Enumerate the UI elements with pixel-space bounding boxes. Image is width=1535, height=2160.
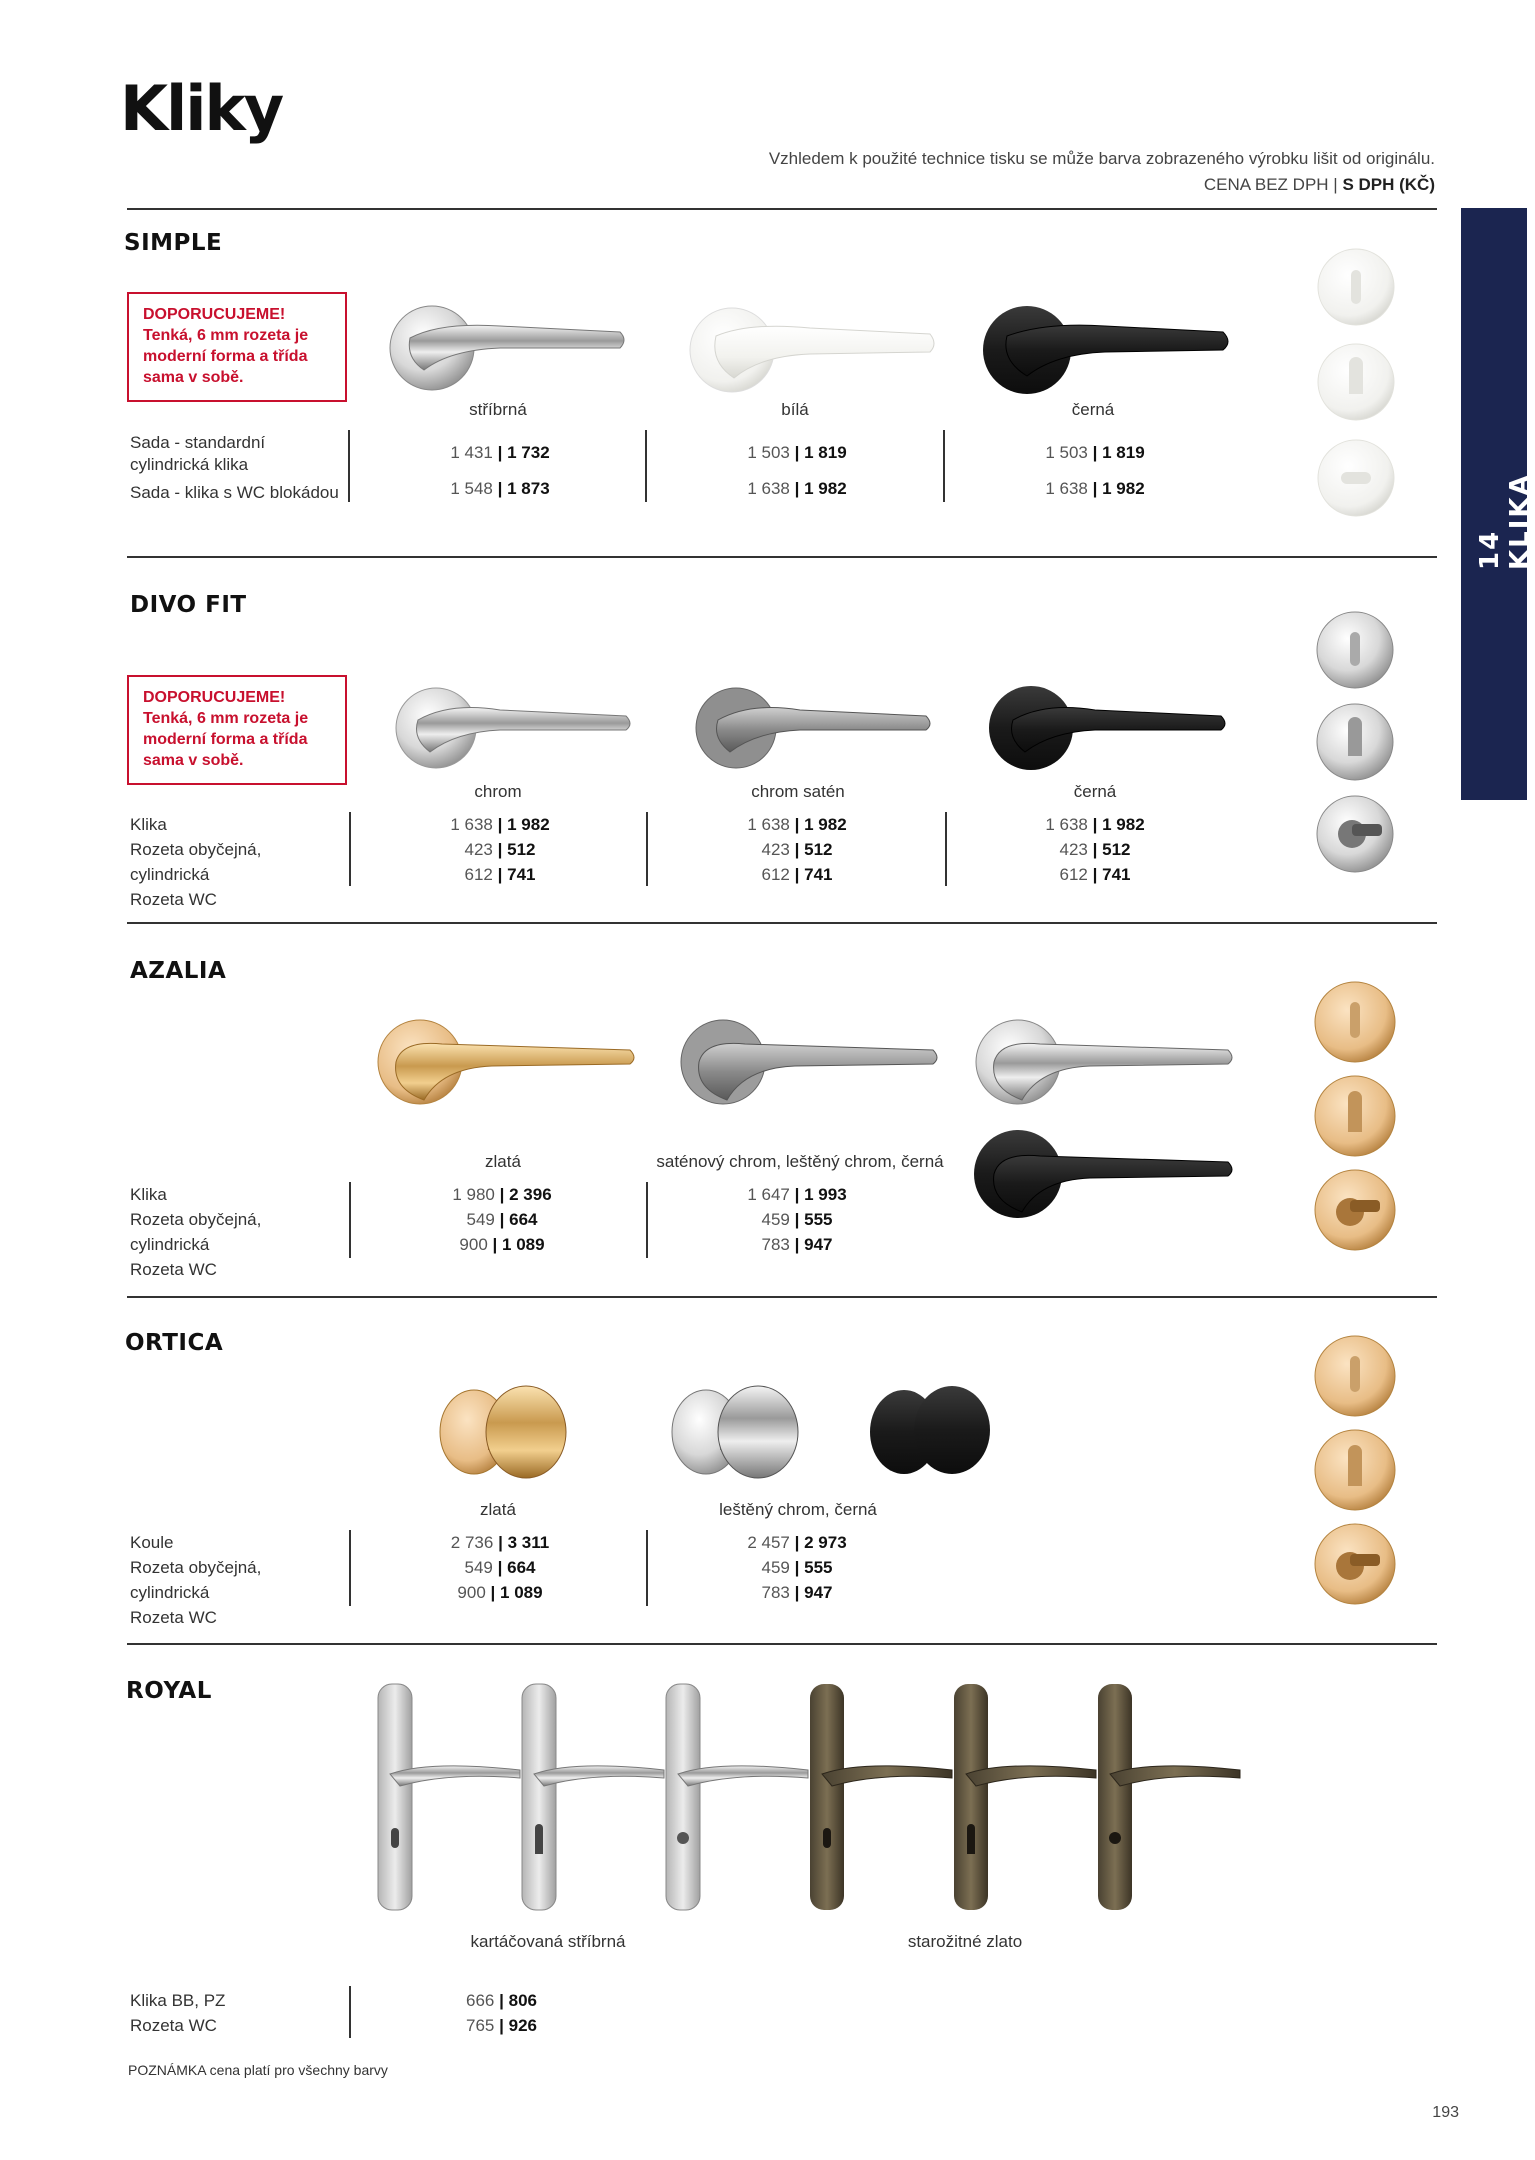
column-divider bbox=[349, 812, 351, 886]
knob-image-chrome bbox=[660, 1376, 800, 1486]
row-label: Rozeta WC bbox=[130, 2016, 217, 2035]
price-cell: 1 503 | 1 819 bbox=[747, 443, 847, 462]
column-divider bbox=[349, 1530, 351, 1606]
rosette-images-chrome bbox=[1312, 610, 1398, 880]
handle-image-black bbox=[970, 1122, 1240, 1226]
price-cell: 1 548 | 1 873 bbox=[450, 479, 550, 498]
variant-name: kartáčovaná stříbrná bbox=[470, 1932, 626, 1951]
price-cell: 1 638 | 1 982 bbox=[1045, 479, 1145, 498]
section-divider bbox=[127, 556, 1437, 558]
row-label: Rozeta WC bbox=[130, 1260, 217, 1279]
variant-name: chrom bbox=[474, 782, 522, 801]
rosette-key-icon bbox=[1318, 249, 1394, 325]
rosette-images-gold bbox=[1312, 1334, 1398, 1610]
recommend-text: Tenká, 6 mm rozeta je moderní forma a třída sama v sobě. bbox=[143, 710, 309, 769]
price-column bbox=[370, 812, 630, 887]
section-divider bbox=[127, 922, 1437, 924]
price-cell: 423 | 512 bbox=[761, 840, 833, 859]
row-label: Klika BB, PZ bbox=[130, 1991, 226, 2010]
rosette-key-icon bbox=[1315, 982, 1395, 1062]
price-cell: 1 503 | 1 819 bbox=[1045, 443, 1145, 462]
column-divider bbox=[349, 1986, 351, 2038]
price-legend: CENA BEZ DPH | S DPH (KČ) bbox=[1203, 175, 1435, 194]
section-title-azalia: AZALIA bbox=[130, 958, 227, 984]
variant-name: zlatá bbox=[485, 1152, 521, 1171]
row-labels bbox=[130, 1988, 345, 2038]
price-cell: 783 | 947 bbox=[761, 1583, 833, 1602]
royal-silver-wc bbox=[666, 1684, 808, 1910]
section-title-divo-fit: DIVO FIT bbox=[130, 592, 247, 618]
recommend-text: Tenká, 6 mm rozeta je moderní forma a třída sama v sobě. bbox=[143, 327, 309, 386]
price-column bbox=[370, 1530, 630, 1605]
royal-silver-bb bbox=[378, 1684, 520, 1910]
variant-name: chrom satén bbox=[751, 782, 845, 801]
price-cell: 1 647 | 1 993 bbox=[747, 1185, 847, 1204]
variant-name: zlatá bbox=[480, 1500, 516, 1519]
section-title-ortica: ORTICA bbox=[125, 1330, 224, 1356]
chapter-tab-label: 14 KLIKA bbox=[1475, 473, 1535, 570]
handle-image-chrome-satin bbox=[690, 680, 940, 780]
handle-image-black bbox=[975, 296, 1235, 406]
rosette-cylinder-icon bbox=[1318, 344, 1394, 420]
price-cell: 900 | 1 089 bbox=[457, 1583, 543, 1602]
recommend-box bbox=[127, 675, 347, 785]
price-cell: 2 457 | 2 973 bbox=[747, 1533, 847, 1552]
handle-image-chrome bbox=[390, 680, 640, 780]
price-cell: 612 | 741 bbox=[464, 865, 536, 884]
row-label: Sada - standardní cylindrická klika bbox=[130, 433, 266, 474]
row-labels bbox=[130, 812, 345, 912]
rosette-cylinder-icon bbox=[1317, 704, 1393, 780]
price-cell: 1 638 | 1 982 bbox=[1045, 815, 1145, 834]
handle-image-silver bbox=[380, 296, 630, 406]
price-legend-bold: S DPH (KČ) bbox=[1342, 175, 1435, 194]
handle-image-gold bbox=[372, 1010, 642, 1114]
handle-image-satin-chrome bbox=[675, 1010, 945, 1114]
rosette-wc-icon bbox=[1315, 1524, 1395, 1604]
disclaimer-text: Vzhledem k použité technice tisku se může barva zobrazeného výrobku lišit od originálu. bbox=[768, 149, 1435, 168]
price-column bbox=[370, 1988, 570, 2038]
variant-name: černá bbox=[1073, 782, 1117, 801]
footnote: POZNÁMKA cena platí pro všechny barvy bbox=[128, 2062, 388, 2078]
price-cell: 549 | 664 bbox=[466, 1210, 538, 1229]
section-title-royal: ROYAL bbox=[126, 1678, 212, 1704]
rosette-images-gold bbox=[1312, 980, 1398, 1256]
row-label: Rozeta obyčejná, cylindrická bbox=[130, 1210, 262, 1254]
price-cell: 1 638 | 1 982 bbox=[450, 815, 550, 834]
price-column bbox=[965, 812, 1225, 887]
column-divider bbox=[348, 430, 350, 502]
price-column bbox=[667, 1182, 927, 1257]
price-column bbox=[667, 1530, 927, 1605]
price-cell: 612 | 741 bbox=[1059, 865, 1131, 884]
knob-image-black bbox=[858, 1376, 998, 1486]
royal-bronze-pz bbox=[954, 1684, 1096, 1910]
variant-name: saténový chrom, leštěný chrom, černá bbox=[656, 1152, 944, 1171]
price-cell: 765 | 926 bbox=[466, 2016, 537, 2035]
royal-silver-pz bbox=[522, 1684, 664, 1910]
recommend-box bbox=[127, 292, 347, 402]
row-labels bbox=[130, 432, 345, 505]
rosette-wc-icon bbox=[1318, 440, 1394, 516]
rosette-wc-icon bbox=[1315, 1170, 1395, 1250]
price-cell: 1 431 | 1 732 bbox=[450, 443, 550, 462]
row-label: Koule bbox=[130, 1533, 174, 1552]
price-column bbox=[667, 812, 927, 887]
price-cell: 2 736 | 3 311 bbox=[450, 1533, 550, 1552]
price-cell: 459 | 555 bbox=[761, 1210, 833, 1229]
price-legend-plain: CENA BEZ DPH bbox=[1203, 175, 1329, 194]
recommend-heading: DOPORUCUJEME! bbox=[143, 306, 286, 323]
section-divider bbox=[127, 1296, 1437, 1298]
section-divider bbox=[127, 208, 1437, 210]
rosette-key-icon bbox=[1317, 612, 1393, 688]
royal-bronze-bb bbox=[810, 1684, 952, 1910]
section-title-simple: SIMPLE bbox=[124, 230, 223, 256]
row-label: Rozeta WC bbox=[130, 1608, 217, 1627]
price-cell: 1 980 | 2 396 bbox=[452, 1185, 552, 1204]
variant-name: stříbrná bbox=[469, 400, 527, 419]
row-label: Rozeta obyčejná, cylindrická bbox=[130, 1558, 262, 1602]
variant-name: leštěný chrom, černá bbox=[719, 1500, 877, 1519]
row-label: Rozeta WC bbox=[130, 890, 217, 909]
page-number: 193 bbox=[1432, 2104, 1459, 2121]
column-divider bbox=[943, 430, 945, 502]
row-labels bbox=[130, 1182, 345, 1282]
handle-image-white bbox=[680, 296, 940, 406]
page-title: Kliky bbox=[120, 72, 283, 145]
price-cell: 1 638 | 1 982 bbox=[747, 815, 847, 834]
row-labels bbox=[130, 1530, 345, 1630]
rosette-images-white bbox=[1315, 246, 1397, 526]
price-cell: 423 | 512 bbox=[1059, 840, 1131, 859]
variant-name: starožitné zlato bbox=[907, 1932, 1023, 1951]
price-cell: 900 | 1 089 bbox=[459, 1235, 545, 1254]
column-divider bbox=[646, 1182, 648, 1258]
price-cell: 666 | 806 bbox=[466, 1991, 537, 2010]
rosette-cylinder-icon bbox=[1315, 1076, 1395, 1156]
royal-handle-images bbox=[370, 1678, 1250, 1918]
variant-name: černá bbox=[1071, 400, 1115, 419]
price-cell: 459 | 555 bbox=[761, 1558, 833, 1577]
disclaimer bbox=[769, 146, 1435, 198]
variant-name: bílá bbox=[781, 400, 809, 419]
rosette-cylinder-icon bbox=[1315, 1430, 1395, 1510]
price-cell: 783 | 947 bbox=[761, 1235, 833, 1254]
price-cell: 1 638 | 1 982 bbox=[747, 479, 847, 498]
knob-image-gold bbox=[428, 1376, 568, 1486]
column-divider bbox=[349, 1182, 351, 1258]
recommend-heading: DOPORUCUJEME! bbox=[143, 689, 286, 706]
price-column bbox=[372, 1182, 632, 1257]
price-cell: 612 | 741 bbox=[761, 865, 833, 884]
row-label: Klika bbox=[130, 815, 167, 834]
column-divider bbox=[646, 1530, 648, 1606]
column-divider bbox=[646, 812, 648, 886]
rosette-wc-icon bbox=[1317, 796, 1393, 872]
rosette-key-icon bbox=[1315, 1336, 1395, 1416]
handle-image-black bbox=[985, 680, 1235, 780]
royal-bronze-wc bbox=[1098, 1684, 1240, 1910]
price-cell: 423 | 512 bbox=[464, 840, 536, 859]
row-label: Rozeta obyčejná, cylindrická bbox=[130, 840, 262, 884]
row-label: Klika bbox=[130, 1185, 167, 1204]
section-divider bbox=[127, 1643, 1437, 1645]
column-divider bbox=[645, 430, 647, 502]
row-label: Sada - klika s WC blokádou bbox=[130, 483, 339, 502]
price-cell: 549 | 664 bbox=[464, 1558, 536, 1577]
handle-image-polished-chrome bbox=[970, 1010, 1240, 1114]
column-divider bbox=[945, 812, 947, 886]
